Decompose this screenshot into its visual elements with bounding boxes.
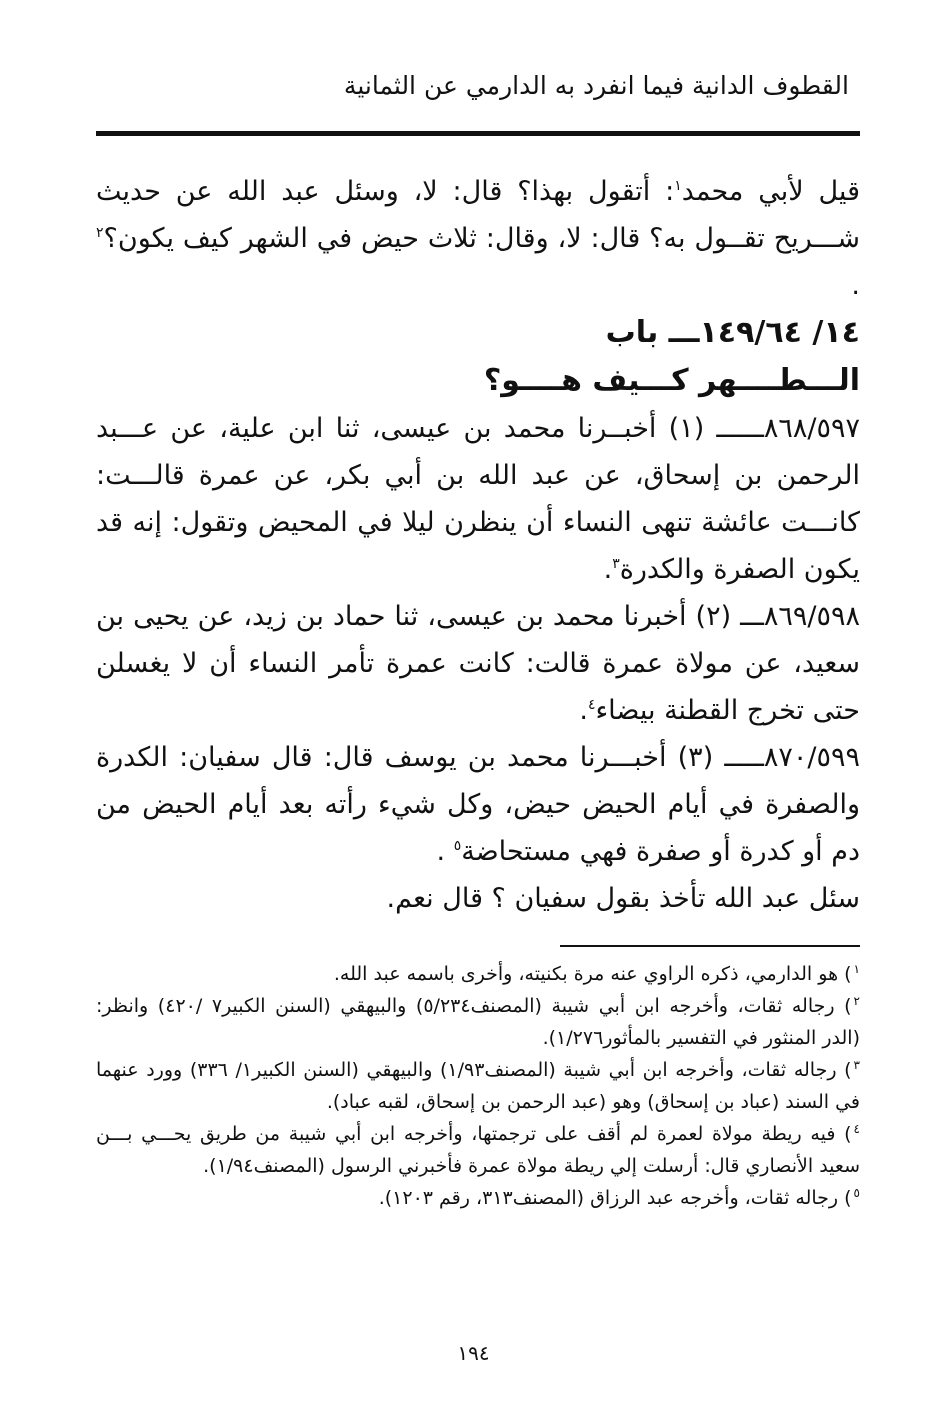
footnote-text: ) هو الدارمي، ذكره الراوي عنه مرة بكنيته، وأخرى باسمه عبد الله. bbox=[333, 963, 852, 985]
footnote-5 bbox=[96, 1182, 860, 1214]
footnote-3 bbox=[96, 1054, 860, 1118]
chapter-title: الـــطــــهر كـــيف هــــو؟ bbox=[483, 363, 860, 398]
footnote-text: ) فيه ريطة مولاة لعمرة لم أقف على ترجمتها، وأخرجه ابن أبي شيبة من طريق يحـــي بـــن سعيد الأنصاري قال: أرسلت إلي ريطة مولاة عمرة فأخبرني الرسول (المصنف١/٩٤). bbox=[96, 1123, 860, 1177]
footnote-number: ١ bbox=[853, 961, 860, 976]
footnote-ref-2: ٢ bbox=[96, 225, 104, 241]
footnote-1 bbox=[96, 958, 860, 990]
footnote-number: ٤ bbox=[853, 1121, 860, 1136]
footnote-4 bbox=[96, 1118, 860, 1182]
hadith-870-text: ٨٧٠/٥٩٩ـــــ (٣) أخبـــرنا محمد بن يوسف قال: قال سفيان: الكدرة والصفرة في أيام الحيض حيض، وكل شيء رأته بعد أيام الحيض من دم أو كدرة أو صفرة فهي مستحاضة bbox=[96, 742, 861, 867]
footnote-ref-4: ٤ bbox=[587, 697, 596, 713]
intro-text-a: قيل لأبي محمد bbox=[681, 176, 860, 207]
intro-text-b: : أتقول بهذا؟ قال: لا، وسئل عبد الله عن حديث شـــريح تقــول به؟ قال: لا، وقال: ثلاث حيض في الشهر كيف يكون؟ bbox=[96, 176, 860, 254]
hadith-869 bbox=[96, 593, 860, 734]
footnote-text: ) رجاله ثقات، وأخرجه عبد الرزاق (المصنف٣١٣، رقم ١٢٠٣). bbox=[378, 1187, 852, 1209]
footnote-text: ) رجاله ثقات، وأخرجه ابن أبي شيبة (المصنف٥/٢٣٤) والبيهقي (السنن الكبير٧ /٤٢٠) وانظر: (الدر المنثور في التفسير بالمأثور١/٢٧٦). bbox=[96, 995, 860, 1049]
footnote-2 bbox=[96, 990, 860, 1054]
page-number: ١٩٤ bbox=[457, 1341, 490, 1365]
hadith-870 bbox=[96, 734, 860, 875]
hadith-868-end: . bbox=[603, 554, 613, 585]
chapter-number: ١٤/ ١٤٩/٦٤ـــ باب bbox=[605, 315, 860, 350]
body-text bbox=[96, 168, 860, 922]
hadith-869-end: . bbox=[579, 695, 588, 726]
hadith-868 bbox=[96, 405, 860, 593]
header-rule bbox=[96, 131, 860, 136]
hadith-869-text: ٨٦٩/٥٩٨ـــ (٢) أخبرنا محمد بن عيسى، ثنا حماد بن زيد، عن يحيى بن سعيد، عن مولاة عمرة قالت: كانت عمرة تأمر النساء أن لا يغسلن حتى تخرج القطنة بيضاء bbox=[96, 601, 860, 726]
footnote-ref-3: ٣ bbox=[612, 556, 620, 572]
intro-text-c: . bbox=[851, 270, 860, 301]
footnote-text: ) رجاله ثقات، وأخرجه ابن أبي شيبة (المصنف١/٩٣) والبيهقي (السنن الكبير١/ ٣٣٦) وورد عنهما في السند (عباد بن إسحاق) وهو (عبد الرحمن بن إسحاق، لقبه عباد). bbox=[96, 1059, 860, 1113]
running-header: القطوف الدانية فيما انفرد به الدارمي عن الثمانية bbox=[343, 71, 849, 100]
intro-paragraph bbox=[96, 168, 860, 309]
hadith-868-text: ٨٦٨/٥٩٧ــــــ (١) أخبــرنا محمد بن عيسى، ثنا ابن علية، عن عـــبد الرحمن بن إسحاق، عن عبد الله بن أبي بكر، عن عمرة قالـــت: كانـــت عائشة تنهى النساء أن ينظرن ليلا في المحيض وتقول: إنه قد يكون الصفرة والكدرة bbox=[96, 413, 860, 585]
hadith-870-end: . bbox=[436, 836, 454, 867]
footnote-separator bbox=[560, 945, 860, 947]
footnote-ref-5: ٥ bbox=[453, 838, 462, 854]
footnotes bbox=[96, 958, 860, 1214]
footnote-ref-1: ١ bbox=[674, 178, 682, 194]
footnote-number: ٣ bbox=[853, 1057, 860, 1072]
footnote-number: ٥ bbox=[853, 1185, 860, 1200]
closing-line: سئل عبد الله تأخذ بقول سفيان ؟ قال نعم. bbox=[386, 883, 860, 914]
footnote-number: ٢ bbox=[853, 993, 860, 1008]
